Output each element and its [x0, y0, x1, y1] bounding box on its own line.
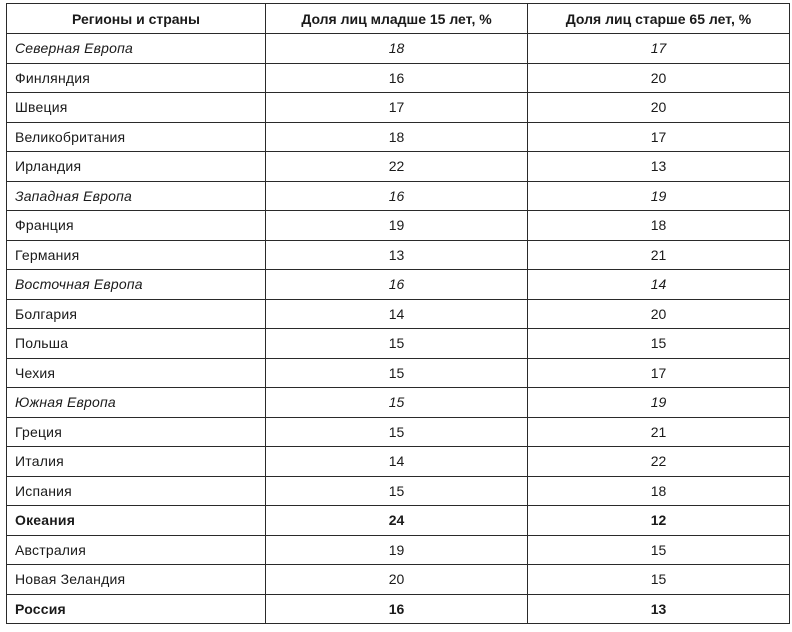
- header-region: Регионы и страны: [7, 4, 266, 34]
- region-name-cell: Австралия: [7, 535, 266, 565]
- region-name-cell: Болгария: [7, 299, 266, 329]
- table-row: [7, 152, 790, 182]
- region-name-cell: Восточная Европа: [7, 270, 266, 300]
- over65-cell: 20: [528, 63, 790, 93]
- table-row: [7, 358, 790, 388]
- region-name-cell: Германия: [7, 240, 266, 270]
- over65-cell: 22: [528, 447, 790, 477]
- table-row: [7, 417, 790, 447]
- region-name-cell: Новая Зеландия: [7, 565, 266, 595]
- region-name-cell: Греция: [7, 417, 266, 447]
- table-row: [7, 93, 790, 123]
- table-header: [7, 4, 790, 34]
- over65-cell: 15: [528, 565, 790, 595]
- region-name-cell: Польша: [7, 329, 266, 359]
- table-row: [7, 211, 790, 241]
- under15-cell: 16: [266, 63, 528, 93]
- header-row: [7, 4, 790, 34]
- table-row: [7, 594, 790, 624]
- table-row: [7, 63, 790, 93]
- region-name-cell: Россия: [7, 594, 266, 624]
- table-row: [7, 181, 790, 211]
- under15-cell: 15: [266, 417, 528, 447]
- under15-cell: 20: [266, 565, 528, 595]
- table-row: [7, 506, 790, 536]
- region-name-cell: Финляндия: [7, 63, 266, 93]
- table-row: [7, 329, 790, 359]
- header-under15: Доля лиц младше 15 лет, %: [266, 4, 528, 34]
- over65-cell: 18: [528, 211, 790, 241]
- over65-cell: 21: [528, 417, 790, 447]
- region-name-cell: Франция: [7, 211, 266, 241]
- under15-cell: 15: [266, 329, 528, 359]
- region-name-cell: Италия: [7, 447, 266, 477]
- over65-cell: 19: [528, 181, 790, 211]
- table-row: [7, 34, 790, 64]
- table-row: [7, 447, 790, 477]
- over65-cell: 14: [528, 270, 790, 300]
- table-row: [7, 388, 790, 418]
- over65-cell: 13: [528, 152, 790, 182]
- under15-cell: 15: [266, 358, 528, 388]
- over65-cell: 13: [528, 594, 790, 624]
- over65-cell: 19: [528, 388, 790, 418]
- region-name-cell: Великобритания: [7, 122, 266, 152]
- table-row: [7, 122, 790, 152]
- under15-cell: 19: [266, 535, 528, 565]
- table-row: [7, 240, 790, 270]
- under15-cell: 17: [266, 93, 528, 123]
- document-page: [6, 3, 789, 630]
- over65-cell: 20: [528, 93, 790, 123]
- region-name-cell: Северная Европа: [7, 34, 266, 64]
- under15-cell: 16: [266, 181, 528, 211]
- over65-cell: 17: [528, 34, 790, 64]
- under15-cell: 18: [266, 122, 528, 152]
- over65-cell: 17: [528, 122, 790, 152]
- under15-cell: 16: [266, 594, 528, 624]
- region-name-cell: Южная Европа: [7, 388, 266, 418]
- under15-cell: 15: [266, 388, 528, 418]
- over65-cell: 18: [528, 476, 790, 506]
- population-table: [6, 3, 790, 624]
- region-name-cell: Испания: [7, 476, 266, 506]
- table-body: [7, 34, 790, 624]
- table-row: [7, 565, 790, 595]
- under15-cell: 24: [266, 506, 528, 536]
- table-row: [7, 476, 790, 506]
- region-name-cell: Ирландия: [7, 152, 266, 182]
- over65-cell: 15: [528, 535, 790, 565]
- over65-cell: 17: [528, 358, 790, 388]
- under15-cell: 16: [266, 270, 528, 300]
- under15-cell: 14: [266, 299, 528, 329]
- header-over65: Доля лиц старше 65 лет, %: [528, 4, 790, 34]
- over65-cell: 20: [528, 299, 790, 329]
- over65-cell: 12: [528, 506, 790, 536]
- under15-cell: 19: [266, 211, 528, 241]
- table-row: [7, 299, 790, 329]
- under15-cell: 18: [266, 34, 528, 64]
- table-row: [7, 535, 790, 565]
- over65-cell: 15: [528, 329, 790, 359]
- over65-cell: 21: [528, 240, 790, 270]
- under15-cell: 22: [266, 152, 528, 182]
- region-name-cell: Океания: [7, 506, 266, 536]
- region-name-cell: Швеция: [7, 93, 266, 123]
- under15-cell: 15: [266, 476, 528, 506]
- under15-cell: 14: [266, 447, 528, 477]
- region-name-cell: Чехия: [7, 358, 266, 388]
- table-row: [7, 270, 790, 300]
- under15-cell: 13: [266, 240, 528, 270]
- region-name-cell: Западная Европа: [7, 181, 266, 211]
